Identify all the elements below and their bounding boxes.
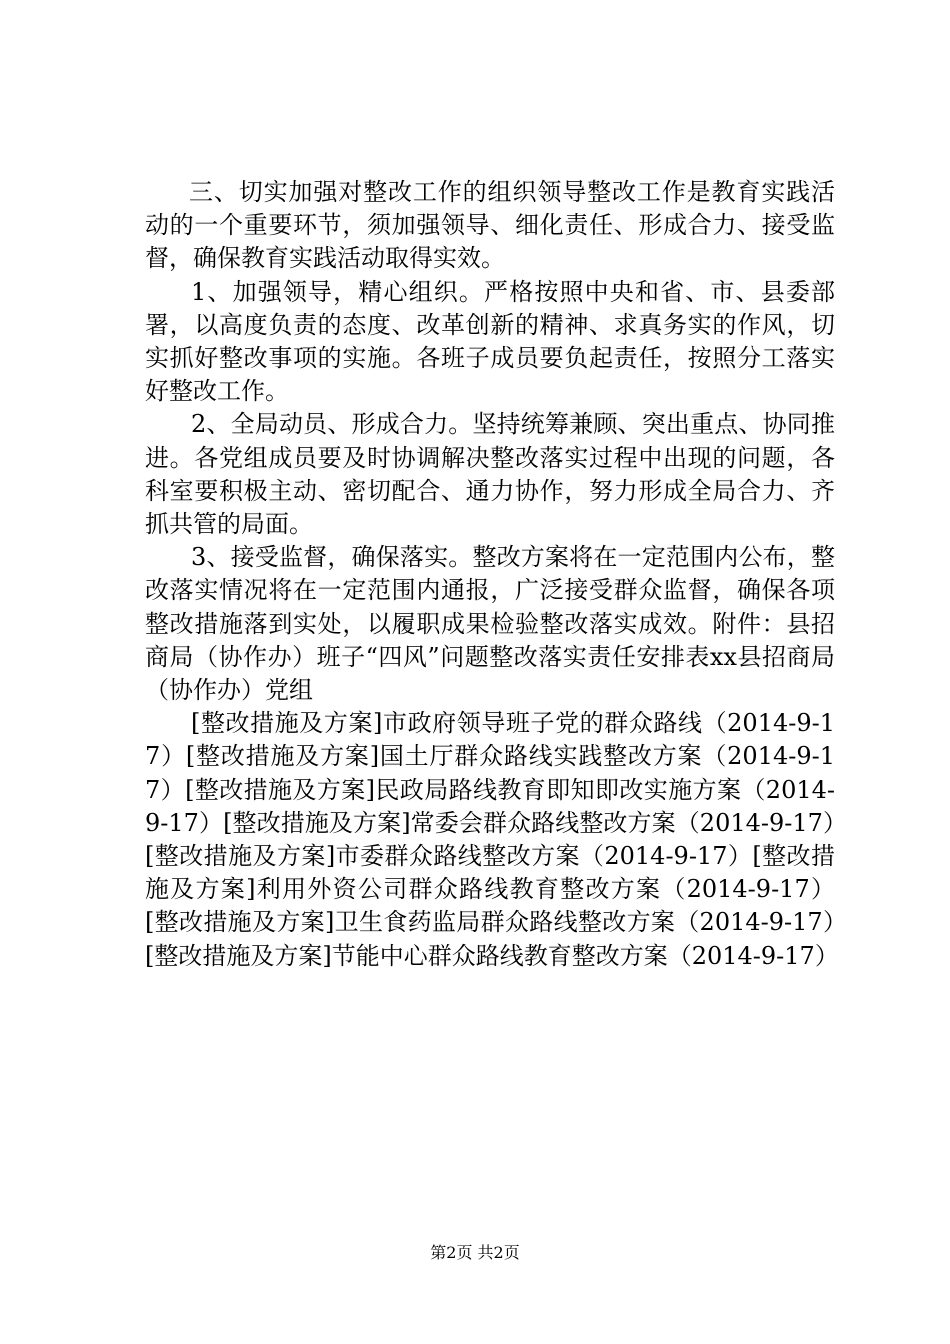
- page-footer: 第2页 共2页: [430, 1243, 520, 1262]
- paragraph-related-articles: [整改措施及方案]市政府领导班子党的群众路线（2014-9-17）[整改措施及方案]国土厅群众路线实践整改方案（2014-9-17）[整改措施及方案]民政局路线教育即知即改实施方案（2014-9-17）[整改措施及方案]常委会群众路线整改方案（2014-9-17）[整改措施及方案]市委群众路线整改方案（2014-9-17）[整改措施及方案]利用外资公司群众路线教育整改方案（2014-9-17）[整改措施及方案]卫生食药监局群众路线整改方案（2014-9-17）[整改措施及方案]节能中心群众路线教育整改方案（2014-9-17）: [145, 709, 839, 970]
- paragraph-accept-supervision: 3、接受监督，确保落实。整改方案将在一定范围内公布，整改落实情况将在一定范围内通报，广泛接受群众监督，确保各项整改措施落到实处，以履职成果检验整改落实成效。附件：县招商局（协作办）班子“四风”问题整改落实责任安排表xx县招商局（协作办）党组: [145, 543, 835, 705]
- paragraph-mobilize-all: 2、全局动员、形成合力。坚持统筹兼顾、突出重点、协同推进。各党组成员要及时协调解决整改落实过程中出现的问题，各科室要积极主动、密切配合、通力协作，努力形成全局合力、齐抓共管的局面。: [145, 410, 835, 539]
- paragraph-organization-leadership: 三、切实加强对整改工作的组织领导整改工作是教育实践活动的一个重要环节，须加强领导、细化责任、形成合力、接受监督，确保教育实践活动取得实效。: [145, 178, 835, 273]
- paragraph-strengthen-leadership: 1、加强领导，精心组织。严格按照中央和省、市、县委部署，以高度负责的态度、改革创新的精神、求真务实的作风，切实抓好整改事项的实施。各班子成员要负起责任，按照分工落实好整改工作。: [145, 277, 835, 406]
- document-body: [145, 176, 839, 973]
